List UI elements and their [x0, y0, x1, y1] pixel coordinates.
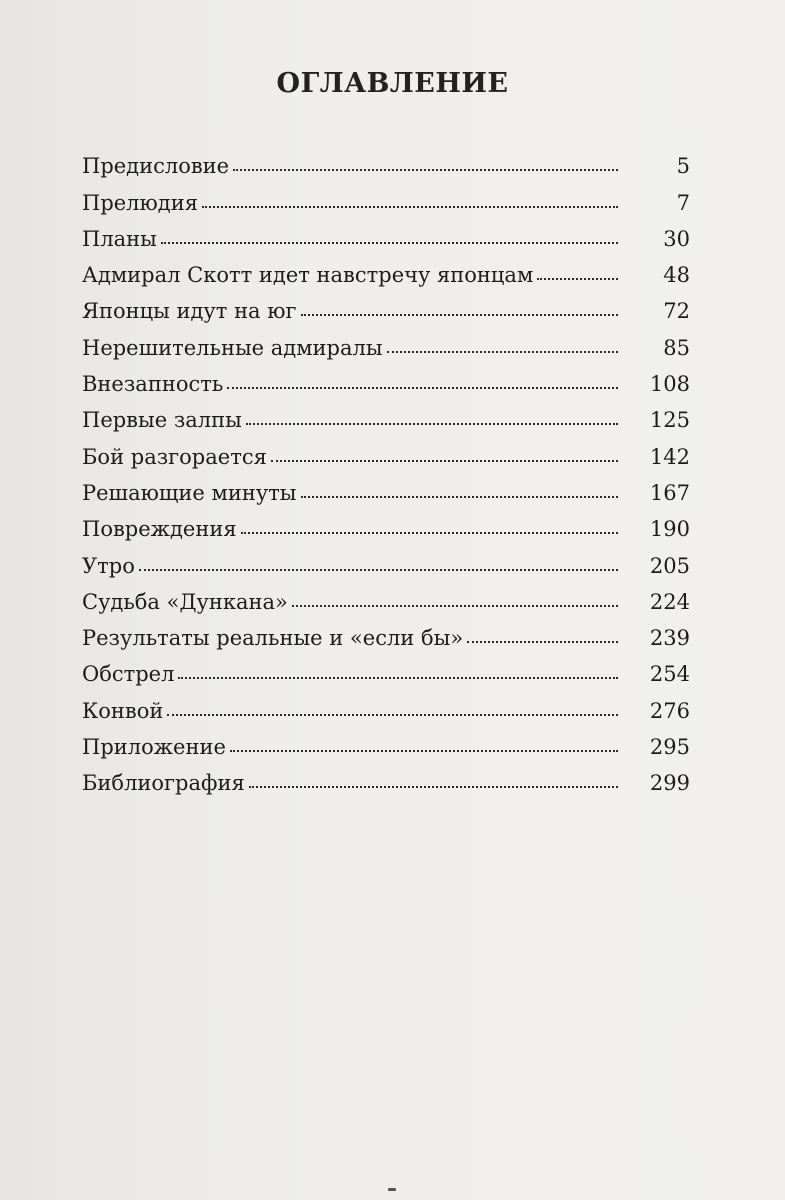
toc-entry — [82, 432, 692, 468]
page-edge-mark — [388, 1188, 396, 1191]
toc-entry-page-number: 190 — [649, 517, 690, 542]
table-of-contents — [82, 142, 692, 795]
toc-entry-label: Повреждения — [82, 517, 237, 542]
toc-entry — [82, 323, 692, 359]
toc-entry-page-number: 295 — [649, 735, 690, 760]
toc-entry-label: Планы — [82, 226, 157, 251]
toc-entry-page-number: 299 — [649, 771, 690, 796]
toc-leader-dots — [233, 169, 618, 171]
toc-entry — [82, 469, 692, 505]
toc-entry-label: Решающие минуты — [82, 480, 297, 505]
toc-entry — [82, 505, 692, 541]
toc-entry-page-number: 7 — [676, 190, 690, 215]
toc-leader-dots — [161, 242, 618, 244]
toc-leader-dots — [167, 714, 618, 716]
toc-leader-dots — [202, 206, 618, 208]
toc-entry-page-number: 5 — [676, 154, 690, 179]
toc-entry-page-number: 125 — [649, 408, 690, 433]
toc-leader-dots — [230, 750, 618, 752]
toc-leader-dots — [241, 532, 618, 534]
toc-leader-dots — [387, 351, 618, 353]
toc-entry-page-number: 224 — [649, 589, 690, 614]
toc-entry — [82, 178, 692, 214]
toc-entry-page-number: 142 — [649, 444, 690, 469]
toc-leader-dots — [227, 387, 618, 389]
toc-entry-label: Предисловие — [82, 154, 230, 179]
toc-leader-dots — [301, 314, 618, 316]
toc-entry-label: Первые залпы — [82, 408, 242, 433]
toc-entry — [82, 614, 692, 650]
toc-entry — [82, 251, 692, 287]
toc-entry — [82, 578, 692, 614]
toc-entry — [82, 360, 692, 396]
toc-entry-page-number: 254 — [649, 662, 690, 687]
toc-entry — [82, 541, 692, 577]
toc-leader-dots — [467, 641, 618, 643]
toc-entry — [82, 759, 692, 795]
toc-leader-dots — [292, 605, 618, 607]
toc-entry-label: Прелюдия — [82, 190, 198, 215]
toc-entry-label: Библиография — [82, 771, 245, 796]
toc-entry — [82, 215, 692, 251]
page-title: ОГЛАВЛЕНИЕ — [276, 68, 509, 99]
toc-entry — [82, 686, 692, 722]
toc-leader-dots — [249, 786, 618, 788]
toc-entry-label: Утро — [82, 553, 135, 578]
toc-entry-label: Внезапность — [82, 372, 224, 397]
toc-entry — [82, 142, 692, 178]
toc-entry — [82, 396, 692, 432]
toc-entry-page-number: 30 — [663, 226, 690, 251]
toc-entry-label: Обстрел — [82, 662, 175, 687]
toc-leader-dots — [271, 460, 618, 462]
toc-entry — [82, 650, 692, 686]
toc-entry-label: Судьба «Дункана» — [82, 589, 288, 614]
toc-entry-page-number: 108 — [649, 372, 690, 397]
toc-entry-label: Японцы идут на юг — [82, 299, 297, 324]
toc-entry-page-number: 239 — [649, 626, 690, 651]
toc-entry — [82, 723, 692, 759]
toc-entry-page-number: 205 — [649, 553, 690, 578]
toc-leader-dots — [301, 496, 618, 498]
toc-entry — [82, 287, 692, 323]
toc-entry-page-number: 276 — [649, 698, 690, 723]
toc-entry-label: Результаты реальные и «если бы» — [82, 626, 464, 651]
toc-leader-dots — [139, 569, 618, 571]
toc-leader-dots — [537, 278, 618, 280]
toc-leader-dots — [178, 677, 618, 679]
toc-entry-label: Адмирал Скотт идет навстречу японцам — [82, 263, 534, 288]
toc-entry-label: Приложение — [82, 735, 226, 760]
toc-leader-dots — [246, 423, 618, 425]
toc-entry-page-number: 167 — [649, 480, 690, 505]
toc-entry-label: Конвой — [82, 698, 164, 723]
toc-entry-label: Бой разгорается — [82, 444, 267, 469]
toc-entry-page-number: 48 — [663, 263, 690, 288]
toc-entry-label: Нерешительные адмиралы — [82, 335, 383, 360]
toc-entry-page-number: 85 — [663, 335, 690, 360]
toc-entry-page-number: 72 — [663, 299, 690, 324]
